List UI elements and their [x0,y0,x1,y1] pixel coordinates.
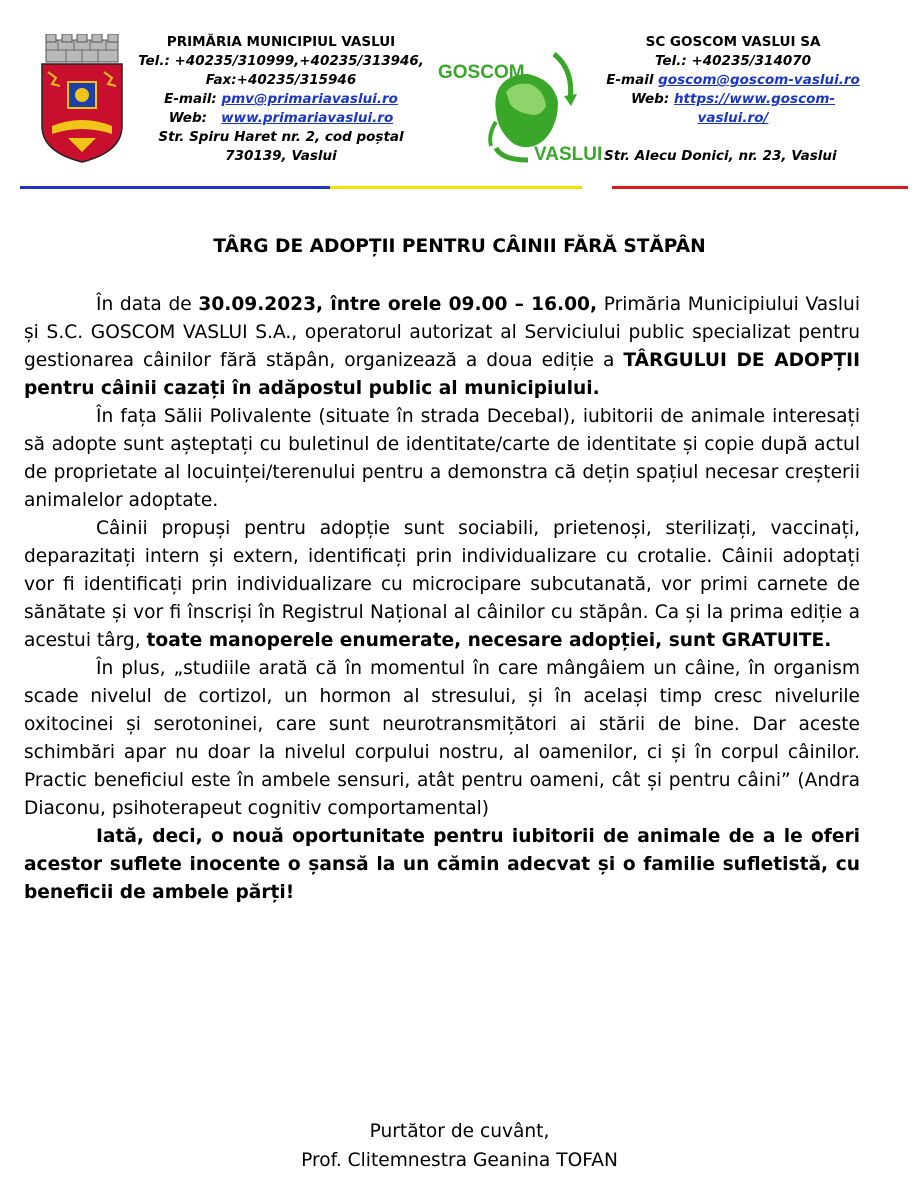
header-left-email-row [128,90,434,109]
email-label: E-mail: [164,91,217,107]
paragraph-1 [24,291,860,403]
email-label: E-mail [606,72,654,88]
header-right-email-row [596,71,870,90]
header-divider-blue [20,186,330,189]
signature-block [0,1117,919,1175]
web-link-primarie[interactable]: www.primariavaslui.ro [221,110,394,126]
header-left-contact [128,33,434,166]
free-services-emphasis: toate manoperele enumerate, necesare adopției, sunt GRATUITE. [146,630,832,651]
paragraph-3 [24,515,860,655]
header-divider-yellow [330,186,582,189]
signature-name: Prof. Clitemnestra Geanina TOFAN [301,1150,618,1171]
paragraph-3-body: Câinii propuși pentru adopție sunt sociabili, prietenoși, sterilizați, vaccinați, deparazitați intern și extern, identificați prin individualizare cu crotalie. Câinii adoptați vor fi identificați prin individualizare cu microcipare subcutanată, vor primi carnete de sănătate și vor fi înscriși în Registrul Național al câinilor cu stăpân. Ca și la prima ediție a acestui târg, [24,518,860,651]
closing-emphasis: Iată, deci, o nouă oportunitate pentru iubitorii de animale de a le oferi acestor suflete inocente o șansă la un cămin adecvat și o familie sufletistă, cu beneficii de ambele părți! [24,826,860,903]
header-right-contact [596,33,870,128]
paragraph-5-closing [24,823,860,907]
header-left-fax: Fax:+40235/315946 [205,72,357,88]
paragraph-1-body: Primăria Municipiului Vaslui și S.C. GOSCOM VASLUI S.A., operatorul autorizat al Serviciului public specializat pentru gestionarea câinilor fără stăpân, organizează a doua ediție a [24,294,860,371]
web-label: Web: [630,91,670,107]
document-body [24,291,860,907]
header-right-web-row [596,90,870,109]
header-left-address-2: 730139, Vaslui [225,148,337,164]
header-right-address: Str. Alecu Donici, nr. 23, Vaslui [604,148,837,164]
header-right-tel: Tel.: +40235/314070 [654,53,812,69]
signature-role: Purtător de cuvânt, [369,1121,550,1142]
goscom-logo-word-bottom: VASLUI [534,144,602,165]
web-label: Web: [168,110,208,126]
header-left-org: PRIMĂRIA MUNICIPIUL VASLUI [166,34,396,50]
goscom-logo [436,48,602,166]
email-link-primarie[interactable]: pmv@primariavaslui.ro [221,91,398,107]
web-link-goscom-1[interactable]: https://www.goscom- [673,91,836,107]
event-name-emphasis: TÂRGULUI DE ADOPȚII pentru câinii cazați în adăpostul public al municipiului. [24,350,860,399]
goscom-logo-word-top: GOSCOM [438,62,525,83]
header-right-web-row-2 [596,109,870,128]
header-left-address-1: Str. Spiru Haret nr. 2, cod poștal [158,129,404,145]
web-link-goscom-2[interactable]: vaslui.ro/ [697,110,769,126]
email-link-goscom[interactable]: goscom@goscom-vaslui.ro [658,72,860,88]
header-right-org: SC GOSCOM VASLUI SA [645,34,821,50]
paragraph-4-quote: În plus, „studiile arată că în momentul în care mângâiem un câine, în organism scade nivelul de cortizol, un hormon al stresului, și în același timp cresc nivelurile oxitocinei și serotoninei, care sunt neurotransmițători ai stării de bine. Dar aceste schimbări apar nu doar la nivelul corpului nostru, al oamenilor, ci și în corpul câinilor. Practic beneficiul este în ambele sensuri, atât pentru oameni, cât și pentru câini” (Andra Diaconu, psihoterapeut cognitiv comportamental) [24,658,860,819]
document-title: TÂRG DE ADOPȚII PENTRU CÂINII FĂRĂ STĂPÂN [213,236,706,257]
event-date-time: 30.09.2023, între orele 09.00 – 16.00, [198,294,598,315]
header-left-web-row [128,109,434,128]
header-divider-red [612,186,908,189]
vaslui-coat-of-arms [38,34,126,164]
paragraph-1-intro: În data de [96,294,199,315]
paragraph-2: În fața Sălii Polivalente (situate în strada Decebal), iubitorii de animale interesați să adopte sunt așteptați cu buletinul de identitate/carte de identitate și copie după actul de proprietate al locuinței/terenului pentru a demonstra că dețin spațiul necesar creșterii animalelor adoptate. [24,406,860,511]
header-left-tel: Tel.: +40235/310999,+40235/313946, [138,53,424,69]
